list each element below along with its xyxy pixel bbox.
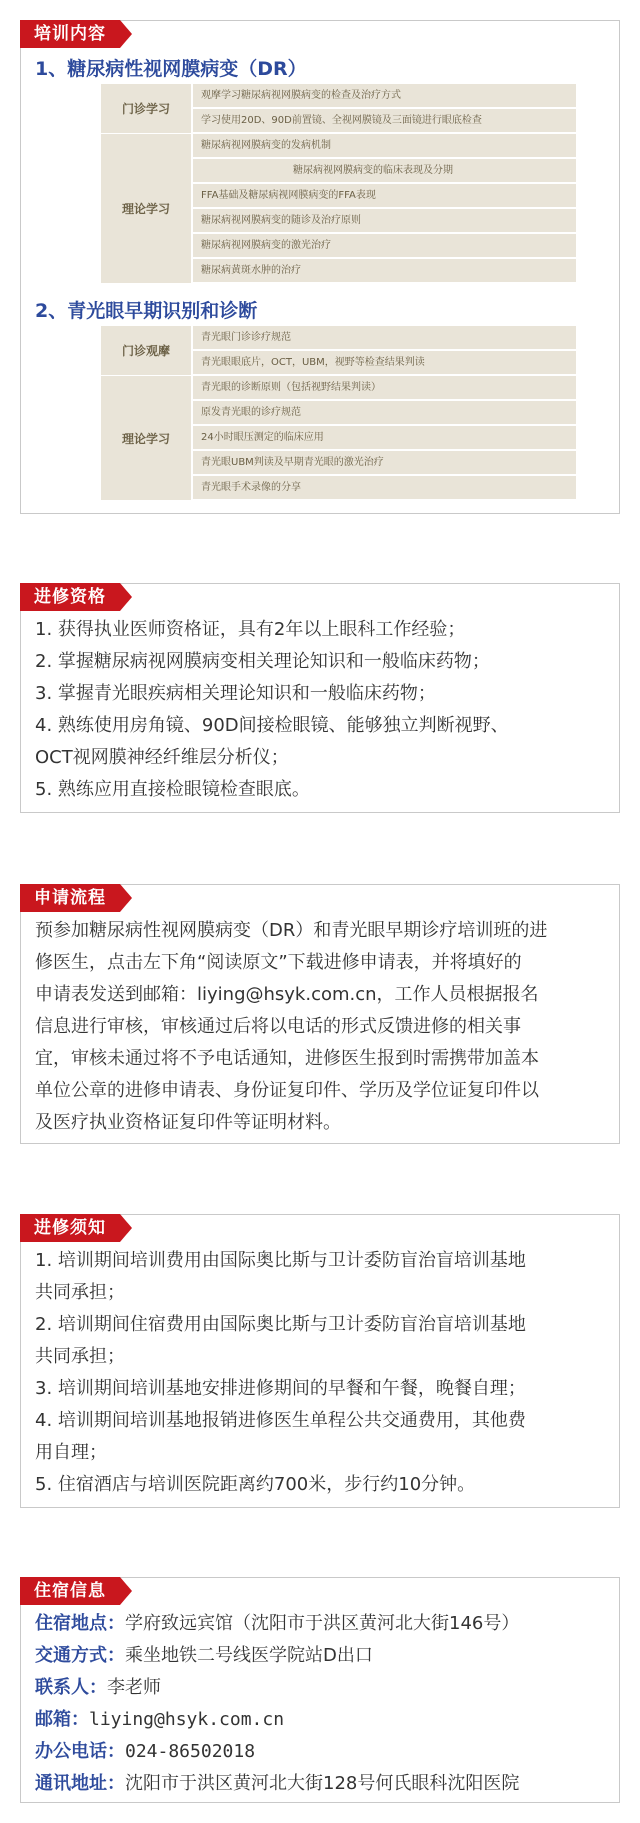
lodging-address-row: 住宿地点：学府致远宾馆（沈阳市于洪区黄河北大街146号）	[35, 1613, 520, 1634]
info-value: 沈阳市于洪区黄河北大街128号何氏眼科沈阳医院	[125, 1773, 520, 1794]
list-item: 用自理；	[35, 1442, 107, 1463]
info-value: 乘坐地铁二号线医学院站D出口	[125, 1645, 373, 1666]
list-item: 2. 掌握糖尿病视网膜病变相关理论知识和一般临床药物；	[35, 651, 490, 672]
info-label: 通讯地址	[35, 1773, 107, 1794]
lodging-phone-row: 办公电话：024-86502018	[35, 1741, 256, 1762]
process-tag: 申请流程	[20, 884, 120, 912]
notice-tag: 进修须知	[20, 1214, 120, 1242]
info-label: 联系人	[35, 1677, 89, 1698]
lodging-card	[20, 1577, 620, 1803]
training-tag: 培训内容	[20, 20, 120, 48]
table-item: 糖尿病视网膜病变的随诊及治疗原则	[191, 209, 576, 234]
table-item: 青光眼眼底片，OCT，UBM，视野等检查结果判读	[191, 351, 576, 376]
paragraph-line: 及医疗执业资格证复印件等证明材料。	[35, 1112, 341, 1133]
glaucoma-table	[101, 326, 576, 501]
process-paragraph	[35, 915, 605, 1139]
lodging-tag: 住宿信息	[20, 1577, 120, 1605]
table-item: 青光眼手术录像的分享	[191, 476, 576, 501]
qualification-list	[35, 614, 605, 806]
lodging-email-row: 邮箱：liying@hsyk.com.cn	[35, 1709, 285, 1730]
info-value: 李老师	[107, 1677, 161, 1698]
table-category: 门诊观摩	[101, 326, 191, 376]
table-item: 学习使用20D、90D前置镜、全视网膜镜及三面镜进行眼底检查	[191, 109, 576, 134]
list-item: 3. 掌握青光眼疾病相关理论知识和一般临床药物；	[35, 683, 436, 704]
paragraph-line: 单位公章的进修申请表、身份证复印件、学历及学位证复印件以	[35, 1080, 539, 1101]
table-category: 门诊学习	[101, 84, 191, 134]
list-item: 1. 获得执业医师资格证，具有2年以上眼科工作经验；	[35, 619, 466, 640]
notice-card	[20, 1214, 620, 1508]
table-item: 青光眼门诊诊疗规范	[191, 326, 576, 351]
table-category: 理论学习	[101, 134, 191, 284]
qualification-card	[20, 583, 620, 813]
list-item: 共同承担；	[35, 1282, 125, 1303]
info-label: 交通方式	[35, 1645, 107, 1666]
table-row	[101, 84, 576, 134]
paragraph-line: 信息进行审核，审核通过后将以电话的形式反馈进修的相关事	[35, 1016, 521, 1037]
paragraph-line: 宜，审核未通过将不予电话通知，进修医生报到时需携带加盖本	[35, 1048, 539, 1069]
table-item: 24小时眼压测定的临床应用	[191, 426, 576, 451]
table-item: FFA基础及糖尿病视网膜病变的FFA表现	[191, 184, 576, 209]
table-row	[101, 134, 576, 284]
table-item: 糖尿病黄斑水肿的治疗	[191, 259, 576, 284]
table-item: 糖尿病视网膜病变的发病机制	[191, 134, 576, 159]
email-link[interactable]: liying@hsyk.com.cn	[89, 1709, 285, 1730]
lodging-info	[35, 1608, 605, 1800]
lodging-mail-address-row: 通讯地址：沈阳市于洪区黄河北大街128号何氏眼科沈阳医院	[35, 1773, 520, 1794]
table-row	[101, 376, 576, 501]
table-item: 青光眼UBM判读及早期青光眼的激光治疗	[191, 451, 576, 476]
qualification-tag: 进修资格	[20, 583, 120, 611]
info-label: 住宿地点	[35, 1613, 107, 1634]
list-item: 4. 熟练使用房角镜、90D间接检眼镜、能够独立判断视野、	[35, 715, 509, 736]
paragraph-line: 修医生，点击左下角“阅读原文”下载进修申请表，并将填好的	[35, 952, 522, 973]
list-item: OCT视网膜神经纤维层分析仪；	[35, 747, 289, 768]
list-item: 5. 熟练应用直接检眼镜检查眼底。	[35, 779, 310, 800]
paragraph-line: 申请表发送到邮箱：liying@hsyk.com.cn，工作人员根据报名	[35, 984, 539, 1005]
glaucoma-section-title: 2、青光眼早期识别和诊断	[35, 300, 258, 322]
list-item: 5. 住宿酒店与培训医院距离约700米，步行约10分钟。	[35, 1474, 476, 1495]
info-label: 邮箱	[35, 1709, 71, 1730]
table-item: 青光眼的诊断原则（包括视野结果判读）	[191, 376, 576, 401]
table-row	[101, 326, 576, 376]
table-item: 糖尿病视网膜病变的激光治疗	[191, 234, 576, 259]
process-card	[20, 884, 620, 1144]
list-item: 4. 培训期间培训基地报销进修医生单程公共交通费用，其他费	[35, 1410, 526, 1431]
table-item: 观摩学习糖尿病视网膜病变的检查及治疗方式	[191, 84, 576, 109]
table-item: 糖尿病视网膜病变的临床表现及分期	[191, 159, 576, 184]
table-item: 原发青光眼的诊疗规范	[191, 401, 576, 426]
paragraph-line: 预参加糖尿病性视网膜病变（DR）和青光眼早期诊疗培训班的进	[35, 920, 548, 941]
training-card	[20, 20, 620, 514]
list-item: 3. 培训期间培训基地安排进修期间的早餐和午餐，晚餐自理；	[35, 1378, 526, 1399]
dr-table	[101, 84, 576, 284]
list-item: 2. 培训期间住宿费用由国际奥比斯与卫计委防盲治盲培训基地	[35, 1314, 526, 1335]
lodging-contact-row: 联系人：李老师	[35, 1677, 161, 1698]
notice-list	[35, 1245, 605, 1501]
info-value: 学府致远宾馆（沈阳市于洪区黄河北大街146号）	[125, 1613, 520, 1634]
list-item: 1. 培训期间培训费用由国际奥比斯与卫计委防盲治盲培训基地	[35, 1250, 526, 1271]
table-category: 理论学习	[101, 376, 191, 501]
lodging-transport-row: 交通方式：乘坐地铁二号线医学院站D出口	[35, 1645, 373, 1666]
list-item: 共同承担；	[35, 1346, 125, 1367]
phone-link[interactable]: 024-86502018	[125, 1741, 256, 1762]
dr-section-title: 1、糖尿病性视网膜病变（DR）	[35, 58, 307, 80]
info-label: 办公电话	[35, 1741, 107, 1762]
